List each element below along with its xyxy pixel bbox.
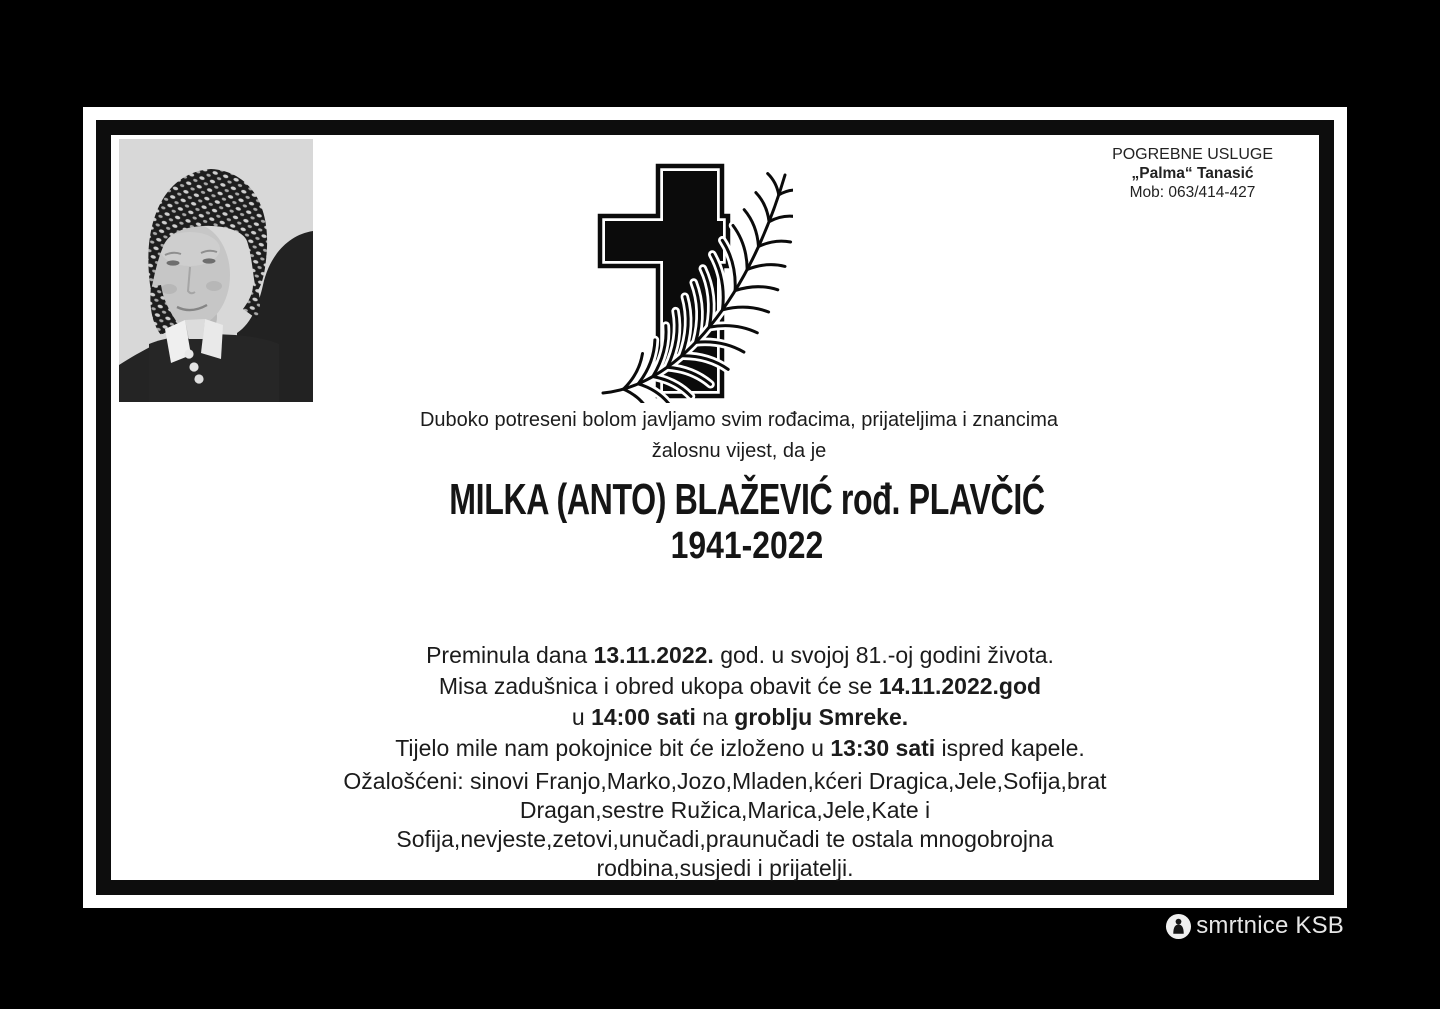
details-line-4: [161, 733, 1319, 764]
details-text: Misa zadušnica i obred ukopa obavit će se: [438, 673, 879, 699]
details-text: Tijelo mile nam pokojnice bit će izloženo u: [395, 735, 831, 761]
tombstone-in-circle-icon: [1165, 913, 1192, 940]
intro-line-1: Duboko potreseni bolom javljamo svim rođacima, prijateljima i znancima: [419, 409, 1059, 431]
details-line-2: [161, 671, 1319, 702]
mourners-line-2: Dragan,sestre Ružica,Marica,Jele,Kate i: [519, 797, 931, 823]
cross-and-palm-icon: [593, 163, 793, 403]
funeral-details-paragraph: [161, 640, 1319, 764]
funeral-time: 14:00 sati: [591, 704, 696, 730]
funeral-date: 14.11.2022.god: [878, 673, 1042, 699]
mourners-line-4: rodbina,susjedi i prijatelji.: [596, 855, 854, 881]
funeral-home-title: POGREBNE USLUGE: [1112, 146, 1273, 163]
cemetery-name: groblju Smreke.: [734, 704, 909, 730]
details-text: ispred kapele.: [935, 735, 1085, 761]
funeral-home-name: „Palma“ Tanasić: [1131, 165, 1254, 182]
details-text: na: [695, 704, 735, 730]
mourners-paragraph: [146, 767, 1304, 883]
mourners-line-1: Ožalošćeni: sinovi Franjo,Marko,Jozo,Mladen,kćeri Dragica,Jele,Sofija,brat: [343, 768, 1107, 794]
card-inner-frame: [96, 120, 1334, 895]
details-text: god. u svojoj 81.-oj godini života.: [713, 642, 1054, 668]
obituary-card: [83, 107, 1347, 908]
deceased-years: 1941-2022: [670, 525, 824, 567]
death-date: 13.11.2022.: [593, 642, 714, 668]
details-text: Preminula dana: [426, 642, 594, 668]
details-line-3: [161, 702, 1319, 733]
watermark: [1165, 912, 1344, 940]
mourners-line-3: Sofija,nevjeste,zetovi,unučadi,praunučadi te ostala mnogobrojna: [396, 826, 1054, 852]
deceased-portrait-photo: [119, 139, 313, 402]
watermark-text: smrtnice KSB: [1196, 912, 1344, 939]
details-line-1: [161, 640, 1319, 671]
details-text: u: [571, 704, 592, 730]
deceased-name: MILKA (ANTO) BLAŽEVIĆ rođ. PLAVČIĆ: [449, 475, 1045, 524]
intro-line-2: žalosnu vijest, da je: [651, 440, 827, 462]
viewing-time: 13:30 sati: [830, 735, 936, 761]
deceased-title-block: [168, 476, 1326, 568]
funeral-home-phone: Mob: 063/414-427: [1129, 184, 1256, 201]
funeral-home-block: [1112, 145, 1273, 202]
intro-paragraph: [160, 405, 1318, 467]
